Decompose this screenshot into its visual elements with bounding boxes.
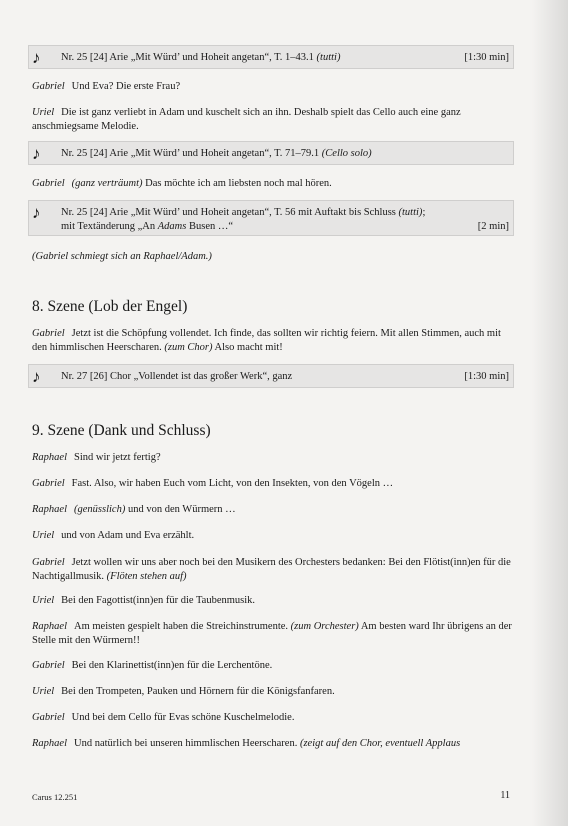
cue-title: Nr. 25 [24] Arie „Mit Würd’ und Hoheit angetan“, T. 56 mit Auftakt bis Schluss (tutti); [61, 207, 426, 218]
dialogue-line: Uriel und von Adam und Eva erzählt. [32, 530, 195, 541]
dialogue-line: Uriel Bei den Fagottist(inn)en für die Taubenmusik. [32, 595, 256, 606]
cue-text-change: mit Textänderung „An Adams Busen …“ [61, 221, 234, 232]
dialogue-line: Raphael Sind wir jetzt fertig? [32, 452, 161, 463]
cue-title: Nr. 25 [24] Arie „Mit Würd’ und Hoheit angetan“, T. 1–43.1 (tutti) [61, 52, 341, 63]
music-cue-box [28, 200, 514, 236]
dialogue-line: Gabriel Jetzt wollen wir uns aber noch bei den Musikern des Orchesters bedanken: Bei den Flötist(inn)en für die Nachtigallmusik. (Flöten stehen auf) [32, 557, 511, 582]
stage-direction: (Gabriel schmiegt sich an Raphael/Adam.) [32, 251, 212, 262]
dialogue-line: Uriel Die ist ganz verliebt in Adam und kuschelt sich an ihn. Deshalb spielt das Cello auch eine ganz anschmiegsame Melodie. [32, 107, 461, 132]
scene-heading: 9. Szene (Dank und Schluss) [32, 422, 211, 439]
page-edge-shadow [532, 0, 568, 826]
music-cue-box [28, 364, 514, 388]
cue-duration: [1:30 min] [464, 371, 509, 382]
dialogue-line: Raphael Und natürlich bei unseren himmlischen Heerscharen. (zeigt auf den Chor, eventuell Applaus [32, 738, 461, 749]
scene-heading: 8. Szene (Lob der Engel) [32, 298, 188, 315]
page-number: 11 [500, 790, 510, 801]
cue-title: Nr. 27 [26] Chor „Vollendet ist das großer Werk“, ganz [61, 371, 293, 382]
dialogue-line: Gabriel Und bei dem Cello für Evas schöne Kuschelmelodie. [32, 712, 295, 723]
cue-duration: [2 min] [477, 221, 509, 232]
music-note-icon: ♪ [32, 203, 41, 222]
cue-duration: [1:30 min] [464, 52, 509, 63]
dialogue-line: Gabriel Bei den Klarinettist(inn)en für die Lerchentöne. [32, 660, 273, 671]
music-cue-box [28, 141, 514, 165]
music-note-icon: ♪ [32, 367, 41, 386]
cue-title: Nr. 25 [24] Arie „Mit Würd’ und Hoheit angetan“, T. 71–79.1 (Cello solo) [61, 148, 372, 159]
dialogue-line: Gabriel (ganz verträumt) Das möchte ich am liebsten noch mal hören. [32, 178, 332, 189]
dialogue-line: Uriel Bei den Trompeten, Pauken und Hörnern für die Königsfanfaren. [32, 686, 335, 697]
dialogue-line: Gabriel Fast. Also, wir haben Euch vom Licht, von den Insekten, von den Vögeln … [32, 478, 394, 489]
dialogue-line: Gabriel Und Eva? Die erste Frau? [32, 81, 181, 92]
dialogue-line: Gabriel Jetzt ist die Schöpfung vollendet. Ich finde, das sollten wir richtig feiern. Mit allen Stimmen, auch mit den himmlischen Heerscharen. (zum Chor) Also macht mit! [32, 328, 501, 353]
dialogue-line: Raphael (genüsslich) und von den Würmern … [32, 504, 236, 515]
dialogue-line: Raphael Am meisten gespielt haben die Streichinstrumente. (zum Orchester) Am besten ward Ihr übrigens an der Stelle mit den Würmern!! [32, 621, 512, 646]
music-note-icon: ♪ [32, 48, 41, 67]
music-note-icon: ♪ [32, 144, 41, 163]
music-cue-box [28, 45, 514, 69]
catalog-number: Carus 12.251 [32, 792, 78, 802]
